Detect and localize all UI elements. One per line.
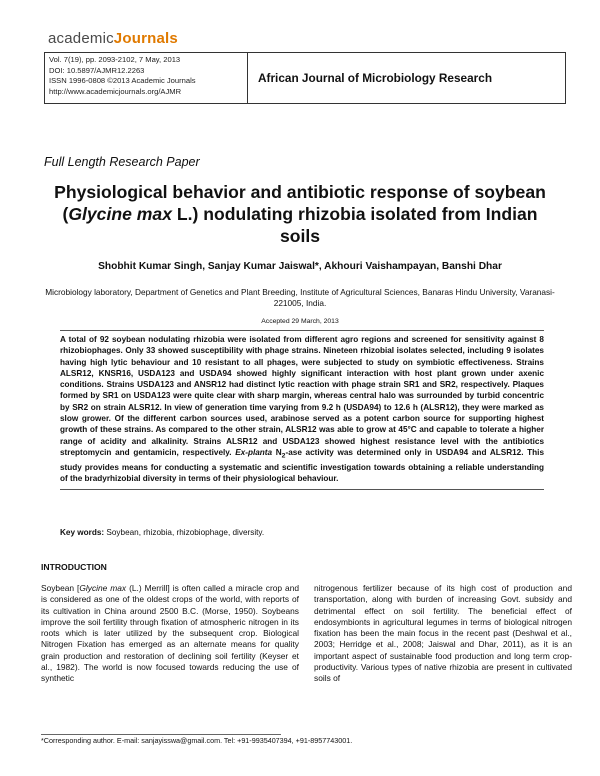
journal-name: African Journal of Microbiology Research bbox=[258, 71, 493, 85]
abstract: A total of 92 soybean nodulating rhizobia were isolated from different agro regions and screened for sensitivity against 8 rhizobiophages. Only 33 showed susceptibility with phage strains. Nineteen rhizobial isolates selected, including 9 isolates having high lytic behaviour and 10 resistant to all phages, were subjected to study on symbiotic effectiveness. Strains ALSR12, KNSR16, USDA123 and USDA94 showed highly significant interaction with host plant grown under axenic conditions. Strains USDA123 and ANSR12 had distinct lytic reaction with phage strain SR1 and SR2, respectively. Plaques formed by SR1 on USDA123 were quite clear with sharp margin, whereas central halo was surrounded by turbid concentric by SR2 on strain ALSR12. In view of generation time varying from 9.2 h (USDA94) to 12.6 h (ALSR12), they were marked as slow grower. Of the different carbon sources used, arabinose served as a potent carbon source for supporting highest growth of these strains. As compared to the other strain, ALSR12 was able to grow at 45°C and capable to tolerate a higher range of acidity and alkalinity. Strains ALSR12 and USDA123 showed highest resistance level with the antibiotics streptomycin and gentamicin, respectively. Ex-planta $N_2$-ase activity was determined only in USDA94 and ALSR12. This study provides means for conducting a systematic and scientific investigation towards obtaining a reliable understanding of the bradyrhizobial diversity in terms of their physiological behaviour. bbox=[60, 330, 544, 490]
footnote-divider bbox=[41, 734, 281, 735]
paper-type: Full Length Research Paper bbox=[44, 155, 200, 169]
issn-line: ISSN 1996-0808 ©2013 Academic Journals bbox=[49, 76, 196, 85]
doi-line: DOI: 10.5897/AJMR12.2263 bbox=[49, 65, 145, 75]
volume-line: Vol. 7(19), pp. 2093-2102, 7 May, 2013 bbox=[49, 55, 181, 64]
accepted-date: Accepted 29 March, 2013 bbox=[261, 318, 339, 325]
journal-logo: academicJournals bbox=[48, 30, 178, 47]
section-heading-introduction: INTRODUCTION bbox=[41, 562, 107, 572]
intro-column-left: Soybean [Glycine max (L.) Merrill] is often called a miracle crop and is considered as one of the oldest crops of the world, with reports of its cultivation in China around 2500 B.C. (Morse, 1950). Soybeans improve the soil fertility through fixation of atmospheric nitrogen in its roots which is later utilized by the subsequent crop. Biological Nitrogen Fixation has emerged as an alternate means for quality grain production and restoration of declining soil fertility (Keyser et al., 1982). The world is now focused towards reducing the use of synthetic bbox=[41, 583, 300, 684]
intro-column-right: nitrogenous fertilizer because of its high cost of production and transportation, along with burden of increasing Govt. subsidy and detrimental effect on soil fertility. The beneficial effect of endosymbionts in agricultural legumes in terms of biological nitrogen fixation has been the main focus in the recent past (Deshwal et al., 2003; Herridge et al., 2008; Jaiswal and Dhar, 2011), as it is an important aspect of sustainable food production and long term crop-productivity. Various types of native rhizobia are present in cultivated soils of bbox=[314, 583, 572, 684]
authors: Shobhit Kumar Singh, Sanjay Kumar Jaiswal*, Akhouri Vaishampayan, Banshi Dhar bbox=[98, 261, 502, 272]
affiliation: Microbiology laboratory, Department of Genetics and Plant Breeding, Institute of Agricultural Sciences, Banaras Hindu University, Varanasi-221005, India. bbox=[45, 287, 555, 308]
journal-info-box bbox=[44, 52, 566, 104]
keywords: Key words: Soybean, rhizobia, rhizobiophage, diversity. bbox=[60, 528, 265, 537]
paper-title: Physiological behavior and antibiotic response of soybean (Glycine max L.) nodulating rhizobia isolated from Indian soils bbox=[54, 182, 546, 246]
corresponding-author-footnote: *Corresponding author. E-mail: sanjayisswa@gmail.com. Tel: +91-9935407394, +91-8957743001. bbox=[41, 736, 353, 745]
journal-url[interactable]: http://www.academicjournals.org/AJMR bbox=[49, 86, 182, 96]
citation-info bbox=[45, 53, 248, 103]
